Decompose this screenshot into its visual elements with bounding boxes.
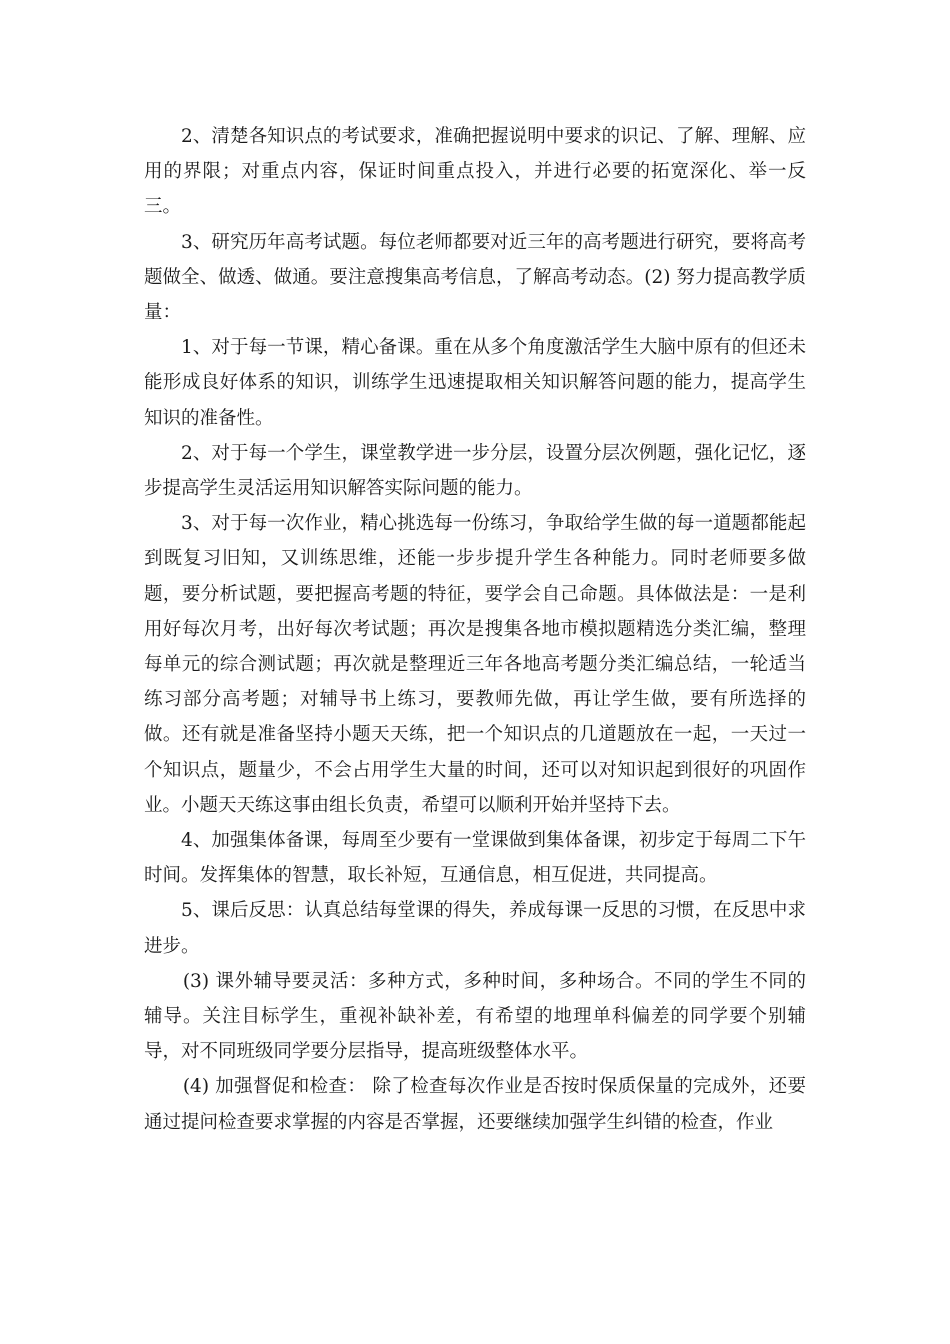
paragraph-after-class-reflection: 5、课后反思：认真总结每堂课的得失，养成每课一反思的习惯，在反思中求进步。 xyxy=(144,900,806,957)
paragraph-collective-preparation: 4、加强集体备课，每周至少要有一堂课做到集体备课，初步定于每周二下午时间。发挥集体的智慧，取长补短，互通信息，相互促进，共同提高。 xyxy=(144,830,806,887)
paragraph-student-layering: 2、对于每一个学生，课堂教学进一步分层，设置分层次例题，强化记忆，逐步提高学生灵活运用知识解答实际问题的能力。 xyxy=(144,442,806,500)
paragraph-lesson-preparation: 1、对于每一节课，精心备课。重在从多个角度激活学生大脑中原有的但还未能形成良好体系的知识，训练学生迅速提取相关知识解答问题的能力，提高学生知识的准备性。 xyxy=(144,337,806,429)
paragraph-homework-selection: 3、对于每一次作业，精心挑选每一份练习，争取给学生做的每一道题都能起到既复习旧知，又训练思维，还能一步步提升学生各种能力。同时老师要多做题，要分析试题，要把握高考题的特征，要学会自己命题。具体做法是：一是利用好每次月考，出好每次考试题；再次是搜集各地市模拟题精选分类汇编，整理每单元的综合测试题；再次就是整理近三年各地高考题分类汇编总结，一轮适当练习部分高考题；对辅导书上练习，要教师先做，再让学生做，要有所选择的做。还有就是准备坚持小题天天练，把一个知识点的几道题放在一起，一天过一个知识点，题量少，不会占用学生大量的时间，还可以对知识起到很好的巩固作业。小题天天练这事由组长负责，希望可以顺利开始并坚持下去。 xyxy=(144,513,806,816)
paragraph-extracurricular-tutoring: (3) 课外辅导要灵活：多种方式，多种时间，多种场合。不同的学生不同的辅导。关注目标学生，重视补缺补差，有希望的地理单科偏差的同学要个别辅导，对不同班级同学要分层指导，提高班级整体水平。 xyxy=(144,970,806,1063)
paragraph-study-exam-questions: 3、研究历年高考试题。每位老师都要对近三年的高考题进行研究，要将高考题做全、做透、做通。要注意搜集高考信息，了解高考动态。(2) 努力提高教学质量： xyxy=(144,231,806,324)
document-body xyxy=(144,119,806,1140)
paragraph-knowledge-requirements: 2、清楚各知识点的考试要求，准确把握说明中要求的识记、了解、理解、应用的界限；对重点内容，保证时间重点投入，并进行必要的拓宽深化、举一反三。 xyxy=(144,126,806,218)
paragraph-supervision-inspection: (4) 加强督促和检查： 除了检查每次作业是否按时保质保量的完成外，还要通过提问检查要求掌握的内容是否掌握，还要继续加强学生纠错的检查，作业 xyxy=(144,1076,806,1133)
